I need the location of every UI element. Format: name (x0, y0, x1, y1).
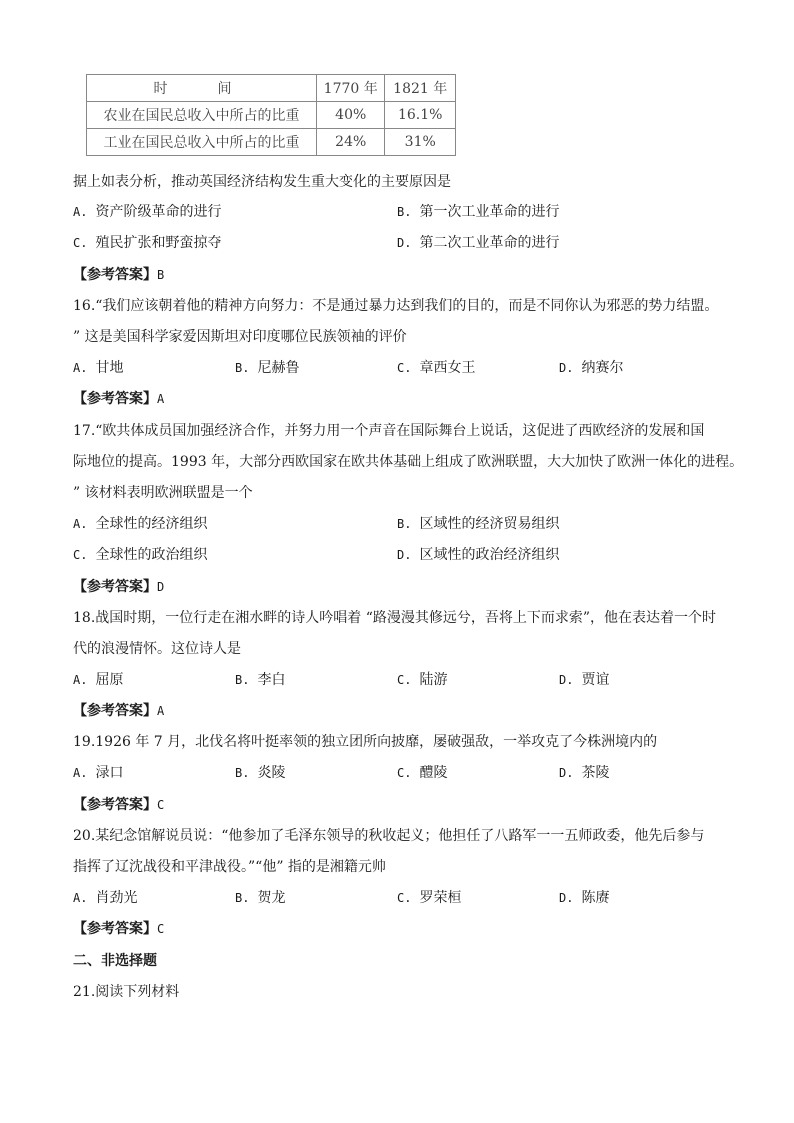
option-label: D. (559, 361, 574, 375)
option-b (235, 888, 285, 908)
question-stem: ” 这是美国科学家爱因斯坦对印度哪位民族领袖的评价 (73, 329, 407, 345)
option-label: C. (397, 766, 412, 780)
answer-label: 【参考答案】 (73, 703, 157, 719)
reference-answer (73, 795, 164, 815)
option-text: 殖民扩张和野蛮掠夺 (95, 235, 222, 251)
table-header-cell: 1821 年 (385, 75, 456, 102)
option-label: B. (397, 205, 412, 219)
question-stem: 代的浪漫情怀。这位诗人是 (73, 641, 241, 657)
option-label: D. (397, 236, 412, 250)
question-stem: 指挥了辽沈战役和平津战役。”“他” 指的是湘籍元帅 (73, 859, 386, 875)
option-d (397, 545, 559, 565)
table-header-cell: 1770 年 (317, 75, 385, 102)
option-text: 茶陵 (581, 765, 610, 781)
question-stem: ” 该材料表明欧洲联盟是一个 (73, 485, 253, 501)
table-cell: 农业在国民总收入中所占的比重 (87, 102, 317, 129)
option-label: A. (73, 891, 88, 905)
option-text: 章西女王 (419, 360, 476, 376)
section-title: 二、非选择题 (73, 953, 157, 969)
answer-label: 【参考答案】 (73, 391, 157, 407)
option-label: B. (397, 517, 412, 531)
table-row (87, 102, 456, 129)
option-b (397, 514, 559, 534)
reference-answer (73, 389, 164, 409)
table-cell: 31% (385, 129, 456, 156)
option-label: A. (73, 517, 88, 531)
answer-label: 【参考答案】 (73, 267, 157, 283)
option-text: 区域性的政治经济组织 (419, 547, 560, 563)
question-stem: 18.战国时期，一位行走在湘水畔的诗人吟唱着 “路漫漫其修远兮，吾将上下而求索”，他在表达着一个时 (73, 610, 717, 626)
option-b (235, 763, 285, 783)
option-label: D. (397, 548, 412, 562)
option-label: A. (73, 205, 88, 219)
answer-value: C (157, 922, 165, 936)
option-text: 甘地 (95, 360, 124, 376)
option-a (73, 670, 123, 690)
table-row (87, 129, 456, 156)
economy-structure-table (86, 74, 456, 156)
option-label: D. (559, 673, 574, 687)
question-stem: 据上如表分析，推动英国经济结构发生重大变化的主要原因是 (73, 174, 451, 190)
answer-value: A (157, 704, 165, 718)
option-d (559, 670, 609, 690)
question-stem: 19.1926 年 7 月，北伐名将叶挺率领的独立团所向披靡，屡破强敌，一举攻克了今株洲境内的 (73, 734, 658, 750)
reference-answer (73, 577, 164, 597)
option-text: 全球性的经济组织 (95, 516, 208, 532)
answer-label: 【参考答案】 (73, 579, 157, 595)
option-text: 陆游 (419, 672, 448, 688)
answer-value: B (157, 268, 165, 282)
option-label: B. (235, 673, 250, 687)
answer-value: A (157, 392, 165, 406)
question-stem: 16.“我们应该朝着他的精神方向努力：不是通过暴力达到我们的目的，而是不同你认为邪恶的势力结盟。 (73, 298, 719, 314)
table-cell: 24% (317, 129, 385, 156)
option-label: C. (397, 891, 412, 905)
table-header-row (87, 75, 456, 102)
option-text: 尼赫鲁 (257, 360, 300, 376)
option-text: 李白 (257, 672, 286, 688)
option-label: B. (235, 891, 250, 905)
option-d (559, 763, 609, 783)
table-cell: 16.1% (385, 102, 456, 129)
option-text: 屈原 (95, 672, 124, 688)
option-a (73, 514, 207, 534)
option-label: A. (73, 361, 88, 375)
option-text: 资产阶级革命的进行 (95, 204, 222, 220)
question-stem: 际地位的提高。1993 年，大部分西欧国家在欧共体基础上组成了欧洲联盟，大大加快了欧洲一体化的进程。 (73, 454, 744, 470)
option-text: 渌口 (95, 765, 124, 781)
option-text: 罗荣桓 (419, 890, 462, 906)
option-c (73, 233, 221, 253)
option-text: 全球性的政治组织 (95, 547, 208, 563)
reference-answer (73, 265, 164, 285)
answer-value: C (157, 798, 165, 812)
option-d (559, 358, 623, 378)
option-b (235, 670, 285, 690)
option-d (397, 233, 559, 253)
option-label: B. (235, 361, 250, 375)
option-a (73, 358, 123, 378)
option-text: 第二次工业革命的进行 (419, 235, 560, 251)
option-label: C. (397, 673, 412, 687)
option-c (73, 545, 207, 565)
question-stem: 21.阅读下列材料 (73, 984, 180, 1000)
table-cell: 工业在国民总收入中所占的比重 (87, 129, 317, 156)
option-c (397, 888, 461, 908)
option-c (397, 358, 475, 378)
option-text: 区域性的经济贸易组织 (419, 516, 560, 532)
reference-answer (73, 919, 164, 939)
option-text: 醴陵 (419, 765, 448, 781)
answer-value: D (157, 580, 165, 594)
option-label: C. (73, 548, 88, 562)
option-a (73, 888, 137, 908)
option-text: 陈赓 (581, 890, 610, 906)
answer-label: 【参考答案】 (73, 797, 157, 813)
option-a (73, 202, 221, 222)
option-label: C. (73, 236, 88, 250)
option-text: 纳赛尔 (581, 360, 624, 376)
option-c (397, 763, 447, 783)
option-c (397, 670, 447, 690)
reference-answer (73, 701, 164, 721)
option-text: 贺龙 (257, 890, 286, 906)
option-text: 肖劲光 (95, 890, 138, 906)
option-b (397, 202, 559, 222)
option-label: A. (73, 766, 88, 780)
option-label: D. (559, 766, 574, 780)
option-label: C. (397, 361, 412, 375)
option-a (73, 763, 123, 783)
question-stem: 17.“欧共体成员国加强经济合作，并努力用一个声音在国际舞台上说话，这促进了西欧经济的发展和国 (73, 423, 705, 439)
option-text: 第一次工业革命的进行 (419, 204, 560, 220)
option-label: B. (235, 766, 250, 780)
table-header-cell: 时 间 (87, 75, 317, 102)
table-cell: 40% (317, 102, 385, 129)
answer-label: 【参考答案】 (73, 921, 157, 937)
option-text: 炎陵 (257, 765, 286, 781)
option-label: A. (73, 673, 88, 687)
question-stem: 20.某纪念馆解说员说：“他参加了毛泽东领导的秋收起义；他担任了八路军一一五师政委，他先后参与 (73, 828, 705, 844)
option-b (235, 358, 299, 378)
option-text: 贾谊 (581, 672, 610, 688)
option-label: D. (559, 891, 574, 905)
option-d (559, 888, 609, 908)
